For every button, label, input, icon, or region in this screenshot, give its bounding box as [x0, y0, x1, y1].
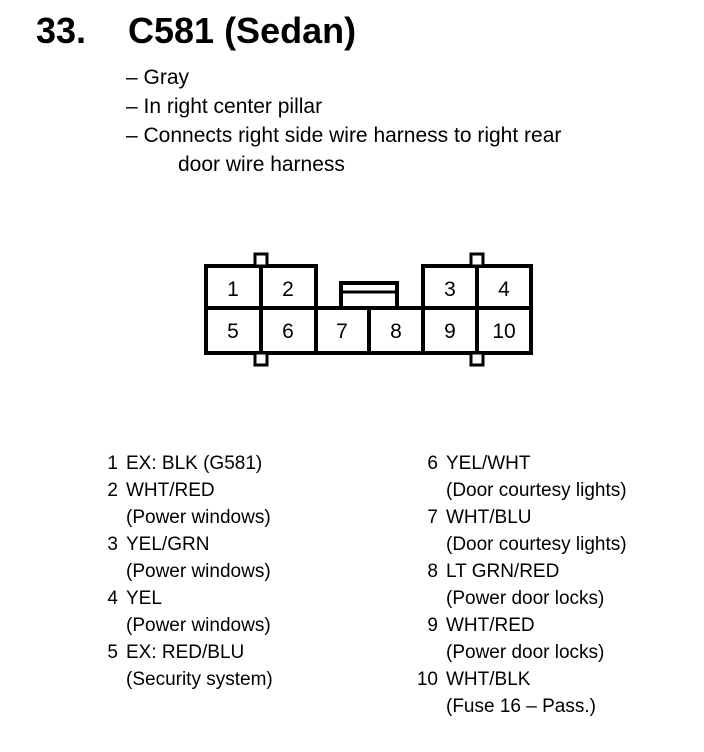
pin-description: (Power windows) — [126, 561, 271, 582]
terminal-label: 3 — [444, 278, 456, 301]
pin-wire: YEL — [126, 588, 162, 609]
pin-number: 3 — [107, 534, 118, 555]
terminal-label: 6 — [282, 320, 294, 343]
pin-wire: WHT/BLK — [446, 669, 531, 690]
pin-entry — [416, 504, 627, 558]
pin-number: 5 — [107, 642, 118, 663]
terminal-label: 4 — [498, 278, 510, 301]
pin-wire: LT GRN/RED — [446, 561, 560, 582]
pin-wire: YEL/WHT — [446, 453, 531, 474]
info-connects: – Connects right side wire harness to right rear — [126, 124, 562, 147]
guide-rail-top-right — [471, 254, 483, 266]
pin-description: (Power door locks) — [446, 642, 605, 663]
pin-entry — [96, 639, 273, 693]
terminal-label: 8 — [390, 320, 402, 343]
pin-description: (Power windows) — [126, 615, 271, 636]
terminal-label: 7 — [336, 320, 348, 343]
info-color: – Gray — [126, 66, 190, 89]
pin-number: 8 — [427, 561, 438, 582]
pin-entry — [96, 450, 273, 477]
terminal-label: 2 — [282, 278, 294, 301]
pin-description: (Security system) — [126, 669, 273, 690]
section-number: 33. — [36, 10, 87, 51]
pin-entry — [96, 477, 273, 531]
guide-rail-bottom-left — [255, 353, 267, 365]
pin-list-right — [416, 450, 627, 720]
pin-list-left — [96, 450, 273, 693]
pin-wire: WHT/RED — [126, 480, 215, 501]
pin-entry — [416, 558, 627, 612]
pin-entry — [416, 666, 627, 720]
terminal-label: 5 — [227, 320, 239, 343]
info-location: – In right center pillar — [126, 95, 323, 118]
pin-entry — [416, 450, 627, 504]
pin-entry — [96, 531, 273, 585]
terminal-label: 10 — [492, 320, 516, 343]
pin-number: 1 — [107, 453, 118, 474]
pin-wire: YEL/GRN — [126, 534, 210, 555]
terminal-label: 9 — [444, 320, 456, 343]
pin-description: (Power windows) — [126, 507, 271, 528]
pin-number: 10 — [416, 669, 438, 690]
pin-description: (Door courtesy lights) — [446, 534, 627, 555]
pin-number: 6 — [427, 453, 438, 474]
pin-description: (Fuse 16 – Pass.) — [446, 696, 596, 717]
pin-wire: EX: BLK (G581) — [126, 453, 263, 474]
pin-entry — [96, 585, 273, 639]
pin-wire: EX: RED/BLU — [126, 642, 245, 663]
pin-description: (Power door locks) — [446, 588, 605, 609]
guide-rail-bottom-right — [471, 353, 483, 365]
connector-latch — [341, 283, 397, 308]
pin-number: 9 — [427, 615, 438, 636]
pin-wire: WHT/RED — [446, 615, 535, 636]
pin-wire: WHT/BLU — [446, 507, 532, 528]
connector-title: C581 (Sedan) — [128, 10, 357, 51]
pin-number: 4 — [107, 588, 118, 609]
guide-rail-top-left — [255, 254, 267, 266]
pin-entry — [416, 612, 627, 666]
info-connects-continued: door wire harness — [178, 153, 345, 176]
pin-number: 2 — [107, 480, 118, 501]
pin-description: (Door courtesy lights) — [446, 480, 627, 501]
pin-number: 7 — [427, 507, 438, 528]
terminal-label: 1 — [227, 278, 239, 301]
